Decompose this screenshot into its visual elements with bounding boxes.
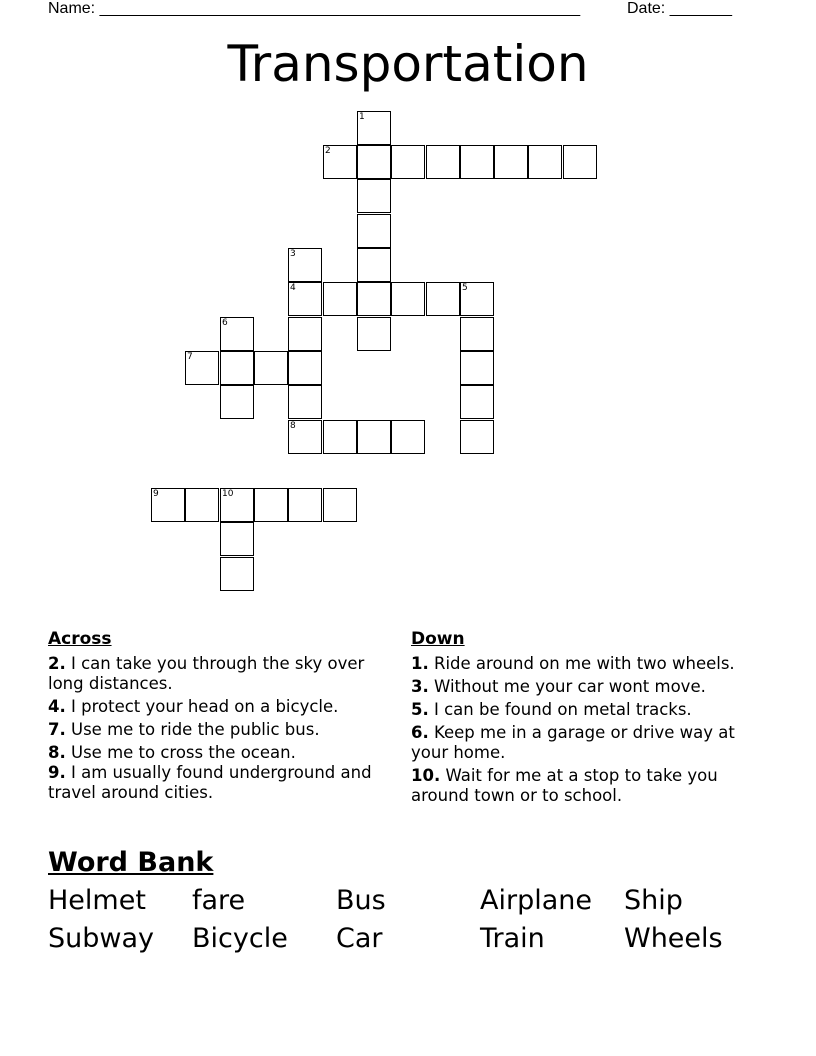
across-clue (48, 743, 388, 763)
crossword-cell[interactable] (151, 488, 185, 522)
crossword-cell[interactable] (220, 385, 254, 419)
cell-number: 2 (325, 146, 331, 156)
word-bank-word: Train (480, 923, 545, 954)
clue-number: 5. (411, 700, 429, 719)
crossword-cell[interactable] (254, 488, 288, 522)
clue-text: Wait for me at a stop to take you around town or to school. (411, 766, 718, 805)
word-bank-word: Bicycle (192, 923, 288, 954)
crossword-cell[interactable] (220, 317, 254, 351)
clue-text: Ride around on me with two wheels. (428, 654, 735, 673)
crossword-cell[interactable] (357, 282, 391, 316)
across-clue (48, 720, 388, 740)
page-title: Transportation (227, 35, 589, 93)
word-bank-word: Car (336, 923, 383, 954)
across-heading: Across (48, 629, 112, 649)
cell-number: 6 (222, 318, 228, 328)
down-clue (411, 700, 756, 720)
clue-number: 6. (411, 723, 429, 742)
crossword-cell[interactable] (323, 282, 357, 316)
crossword-cell[interactable] (220, 351, 254, 385)
word-bank-word: Bus (336, 885, 386, 916)
cell-number: 1 (359, 112, 365, 122)
crossword-cell[interactable] (426, 145, 460, 179)
crossword-cell[interactable] (460, 317, 494, 351)
crossword-cell[interactable] (185, 351, 219, 385)
crossword-cell[interactable] (563, 145, 597, 179)
crossword-cell[interactable] (460, 420, 494, 454)
cell-number: 4 (290, 283, 296, 293)
clue-number: 8. (48, 743, 66, 762)
crossword-cell[interactable] (357, 179, 391, 213)
crossword-cell[interactable] (185, 488, 219, 522)
crossword-cell[interactable] (323, 488, 357, 522)
cell-number: 10 (222, 489, 234, 499)
clue-text: I can take you through the sky over long distances. (48, 654, 365, 693)
crossword-cell[interactable] (391, 282, 425, 316)
crossword-cell[interactable] (460, 351, 494, 385)
cell-number: 9 (153, 489, 159, 499)
down-clue (411, 723, 756, 763)
cell-number: 5 (462, 283, 468, 293)
down-clue (411, 677, 756, 697)
crossword-cell[interactable] (357, 111, 391, 145)
crossword-cell[interactable] (460, 282, 494, 316)
word-bank-title: Word Bank (48, 847, 214, 878)
crossword-cell[interactable] (357, 420, 391, 454)
crossword-cell[interactable] (288, 488, 322, 522)
clue-text: I protect your head on a bicycle. (65, 697, 339, 716)
crossword-cell[interactable] (288, 282, 322, 316)
crossword-cell[interactable] (288, 420, 322, 454)
clue-text: Use me to ride the public bus. (65, 720, 320, 739)
clue-number: 3. (411, 677, 429, 696)
crossword-cell[interactable] (357, 317, 391, 351)
crossword-cell[interactable] (220, 488, 254, 522)
clue-number: 10. (411, 766, 441, 785)
word-bank-word: fare (192, 885, 246, 916)
clue-text: Without me your car wont move. (428, 677, 706, 696)
clue-text: I am usually found underground and travel around cities. (48, 763, 372, 802)
crossword-cell[interactable] (323, 145, 357, 179)
across-clue (48, 763, 388, 803)
down-clue (411, 766, 756, 806)
clue-number: 1. (411, 654, 429, 673)
crossword-cell[interactable] (288, 351, 322, 385)
crossword-cell[interactable] (254, 351, 288, 385)
clue-text: Use me to cross the ocean. (65, 743, 296, 762)
name-line: Name: ______________________________________________________ (48, 0, 581, 17)
crossword-cell[interactable] (288, 317, 322, 351)
crossword-cell[interactable] (357, 248, 391, 282)
crossword-cell[interactable] (391, 420, 425, 454)
word-bank-word: Helmet (48, 885, 146, 916)
crossword-cell[interactable] (220, 522, 254, 556)
across-clues (48, 629, 388, 806)
word-bank-word: Ship (624, 885, 683, 916)
word-bank-word: Wheels (624, 923, 723, 954)
down-clues (411, 629, 756, 809)
crossword-cell[interactable] (357, 145, 391, 179)
word-bank-word: Airplane (480, 885, 592, 916)
crossword-cell[interactable] (288, 385, 322, 419)
crossword-cell[interactable] (426, 282, 460, 316)
crossword-cell[interactable] (288, 248, 322, 282)
cell-number: 7 (187, 352, 193, 362)
across-clue (48, 654, 388, 694)
cell-number: 3 (290, 249, 296, 259)
crossword-cell[interactable] (357, 214, 391, 248)
crossword-cell[interactable] (460, 145, 494, 179)
clue-number: 2. (48, 654, 66, 673)
clue-text: I can be found on metal tracks. (428, 700, 692, 719)
clue-number: 4. (48, 697, 66, 716)
cell-number: 8 (290, 421, 296, 431)
crossword-cell[interactable] (220, 557, 254, 591)
word-bank-word: Subway (48, 923, 154, 954)
crossword-cell[interactable] (494, 145, 528, 179)
crossword-cell[interactable] (528, 145, 562, 179)
date-line: Date: _______ (627, 0, 732, 17)
clue-text: Keep me in a garage or drive way at your home. (411, 723, 735, 762)
across-clue (48, 697, 388, 717)
down-clue (411, 654, 756, 674)
clue-number: 7. (48, 720, 66, 739)
crossword-cell[interactable] (391, 145, 425, 179)
crossword-cell[interactable] (460, 385, 494, 419)
crossword-cell[interactable] (323, 420, 357, 454)
down-heading: Down (411, 629, 465, 649)
clue-number: 9. (48, 763, 66, 782)
